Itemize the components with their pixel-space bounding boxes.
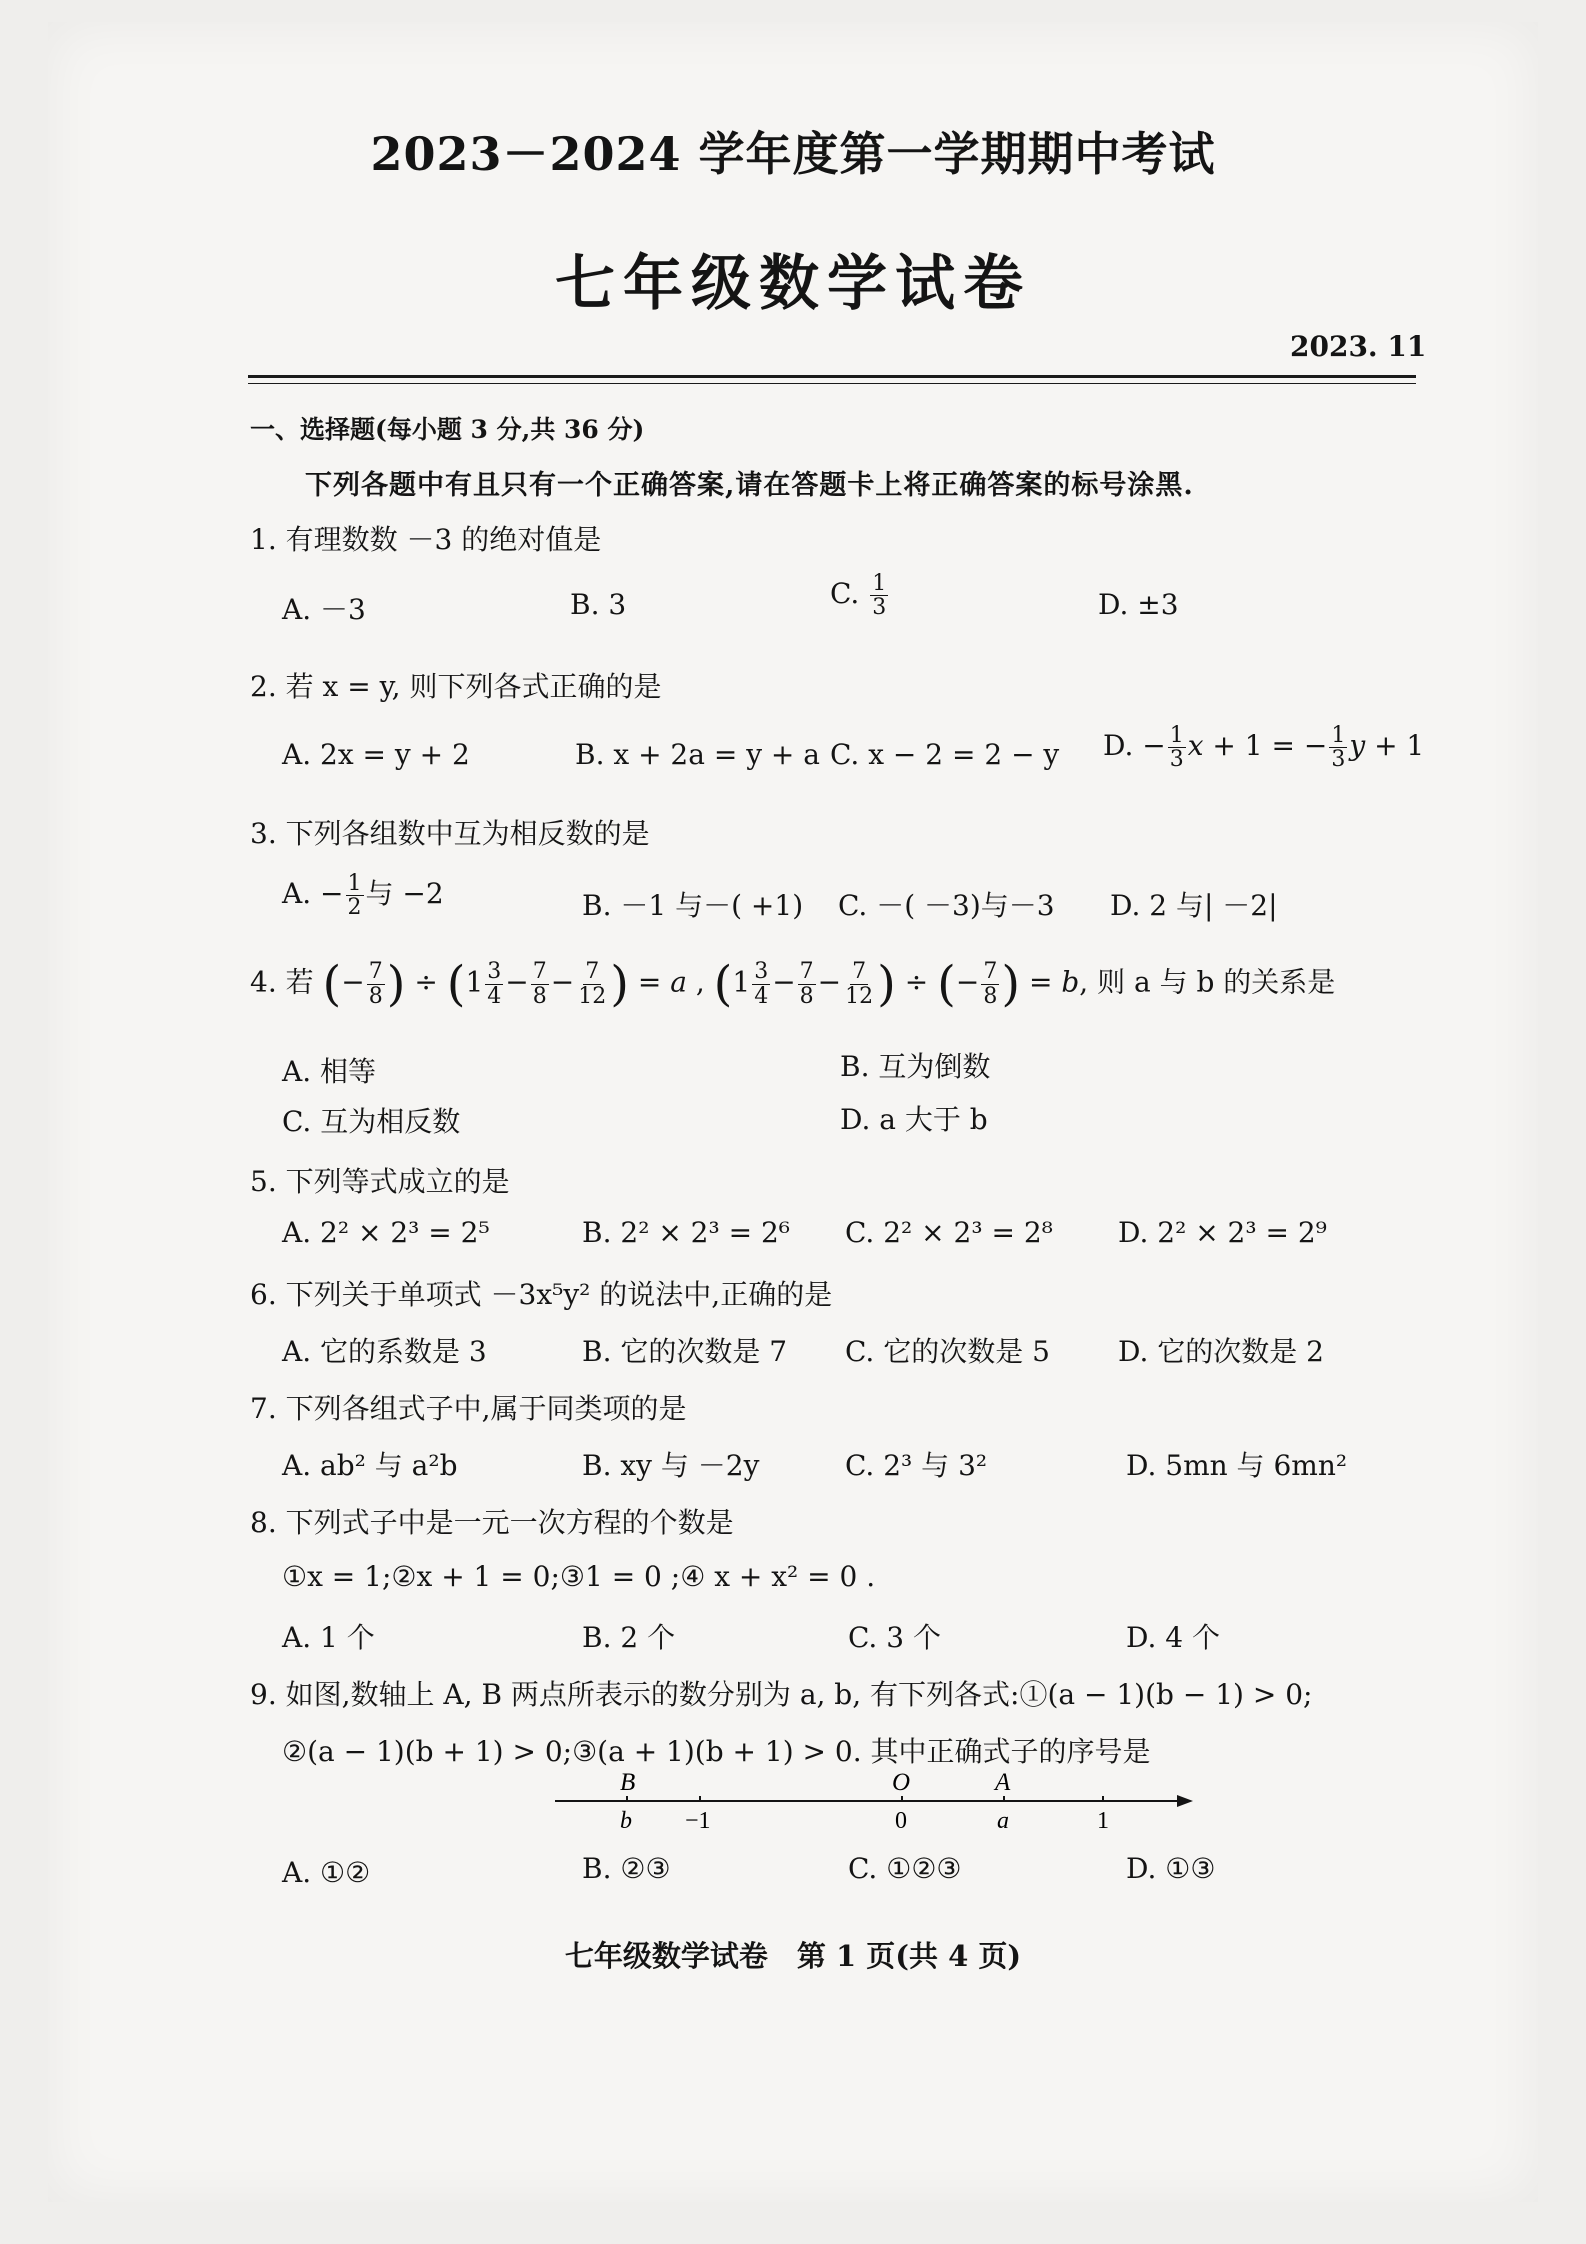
q1-option-d: D. ±3 (1098, 588, 1179, 621)
q6-option-a: A. 它的系数是 3 (282, 1335, 487, 1368)
page-footer: 七年级数学试卷 第 1 页(共 4 页) (564, 1939, 1022, 1973)
label-point-B: B (620, 1769, 636, 1796)
question-5-stem: 5. 下列等式成立的是 (250, 1165, 510, 1198)
q5-option-d: D. 2² × 2³ = 2⁹ (1118, 1216, 1327, 1249)
q1-option-c (830, 572, 890, 619)
exam-title: 2023－2024 学年度第一学期期中考试 (370, 127, 1216, 181)
section-instruction: 下列各题中有且只有一个正确答案,请在答题卡上将正确答案的标号涂黑. (305, 470, 1194, 501)
q8-option-a: A. 1 个 (282, 1621, 375, 1654)
question-9-stem: 9. 如图,数轴上 A, B 两点所表示的数分别为 a, b, 有下列各式:①(a − 1)(b − 1) > 0; (250, 1678, 1313, 1711)
q3-option-a: A. − $\frac{1}{2}$ 与 −2 (282, 871, 444, 921)
label-a: a (997, 1808, 1009, 1834)
exam-subtitle: 七年级数学试卷 (555, 249, 1031, 319)
q8-option-b: B. 2 个 (582, 1621, 676, 1654)
label-point-A: A (995, 1769, 1011, 1796)
q2-option-c: C. x − 2 = 2 − y (830, 738, 1060, 771)
q4-option-c: C. 互为相反数 (282, 1105, 461, 1138)
header-rule-thick (248, 375, 1416, 378)
q5-option-b: B. 2² × 2³ = 2⁶ (582, 1216, 791, 1249)
q6-option-b: B. 它的次数是 7 (582, 1335, 788, 1368)
label-minus-1: −1 (685, 1808, 711, 1834)
q5-option-a: A. 2² × 2³ = 2⁵ (282, 1216, 490, 1249)
q1-option-c-label: C. (830, 577, 860, 611)
q1-option-c-fraction: $\frac{1}{3}$ (872, 571, 887, 621)
q9-option-c: C. ①②③ (848, 1852, 962, 1885)
q9-option-b: B. ②③ (582, 1852, 671, 1885)
header-rule-thin (248, 383, 1416, 384)
question-8-equations: ①x = 1;②x + 1 = 0;③1 = 0 ;④ x + x² = 0 . (282, 1560, 876, 1593)
question-8-stem: 8. 下列式子中是一元一次方程的个数是 (250, 1506, 734, 1539)
question-2-stem: 2. 若 x = y, 则下列各式正确的是 (250, 670, 662, 703)
question-3-stem: 3. 下列各组数中互为相反数的是 (250, 817, 650, 850)
question-7-stem: 7. 下列各组式子中,属于同类项的是 (250, 1392, 687, 1425)
q6-option-c: C. 它的次数是 5 (845, 1335, 1050, 1368)
q7-option-c: C. 2³ 与 3² (845, 1449, 988, 1482)
q8-option-d: D. 4 个 (1126, 1621, 1220, 1654)
q1-option-b: B. 3 (570, 588, 627, 621)
section-title: 一、选择题(每小题 3 分,共 36 分) (250, 415, 645, 444)
q3-option-b: B. －1 与－( +1) (582, 889, 804, 922)
q7-option-d: D. 5mn 与 6mn² (1126, 1449, 1348, 1482)
q6-option-d: D. 它的次数是 2 (1118, 1335, 1324, 1368)
q3-option-c: C. －( －3)与－3 (838, 889, 1055, 922)
number-line-arrow (1177, 1795, 1193, 1807)
number-line-figure (555, 1760, 1195, 1840)
question-4-stem: 4. 若 (− $\frac{7}{8}$ ) ÷ (1 $\frac{3}{4}$ − $\frac{7}{8}$ − $\frac{7}{12}$ ) = a , (1 $\frac{3}{4}$ − $\frac{7}{8}$ − $\frac{7}{12}$ ) ÷ (− $\frac{7}{8}$ ) = b, 则 a 与 b 的关系是 (250, 956, 1336, 1012)
label-point-O: O (892, 1769, 911, 1796)
q7-option-b: B. xy 与 －2y (582, 1449, 760, 1482)
q8-option-c: C. 3 个 (848, 1621, 941, 1654)
q1-option-a: A. －3 (282, 593, 366, 626)
q9-option-a: A. ①② (282, 1856, 371, 1889)
label-one: 1 (1097, 1808, 1109, 1834)
question-6-stem: 6. 下列关于单项式 －3x⁵y² 的说法中,正确的是 (250, 1278, 833, 1311)
q4-option-d: D. a 大于 b (840, 1103, 988, 1136)
q2-option-b: B. x + 2a = y + a (575, 738, 820, 771)
q5-option-c: C. 2² × 2³ = 2⁸ (845, 1216, 1053, 1249)
q9-option-d: D. ①③ (1126, 1852, 1216, 1885)
question-9-expressions: ②(a − 1)(b + 1) > 0;③(a + 1)(b + 1) > 0. 其中正确式子的序号是 (282, 1735, 1151, 1768)
question-1-stem: 1. 有理数数 －3 的绝对值是 (250, 523, 602, 556)
label-b: b (620, 1808, 632, 1834)
exam-date: 2023. 11 (1290, 330, 1427, 363)
q4-option-a: A. 相等 (282, 1055, 377, 1088)
q7-option-a: A. ab² 与 a²b (282, 1449, 458, 1482)
q3-option-d: D. 2 与| －2| (1110, 889, 1278, 922)
q2-option-a: A. 2x = y + 2 (282, 738, 470, 771)
label-zero: 0 (895, 1808, 907, 1834)
q2-option-d: D. − $\frac{1}{3}$ x + 1 = − $\frac{1}{3}$ y + 1 (1103, 723, 1425, 773)
q4-option-b: B. 互为倒数 (840, 1050, 991, 1083)
